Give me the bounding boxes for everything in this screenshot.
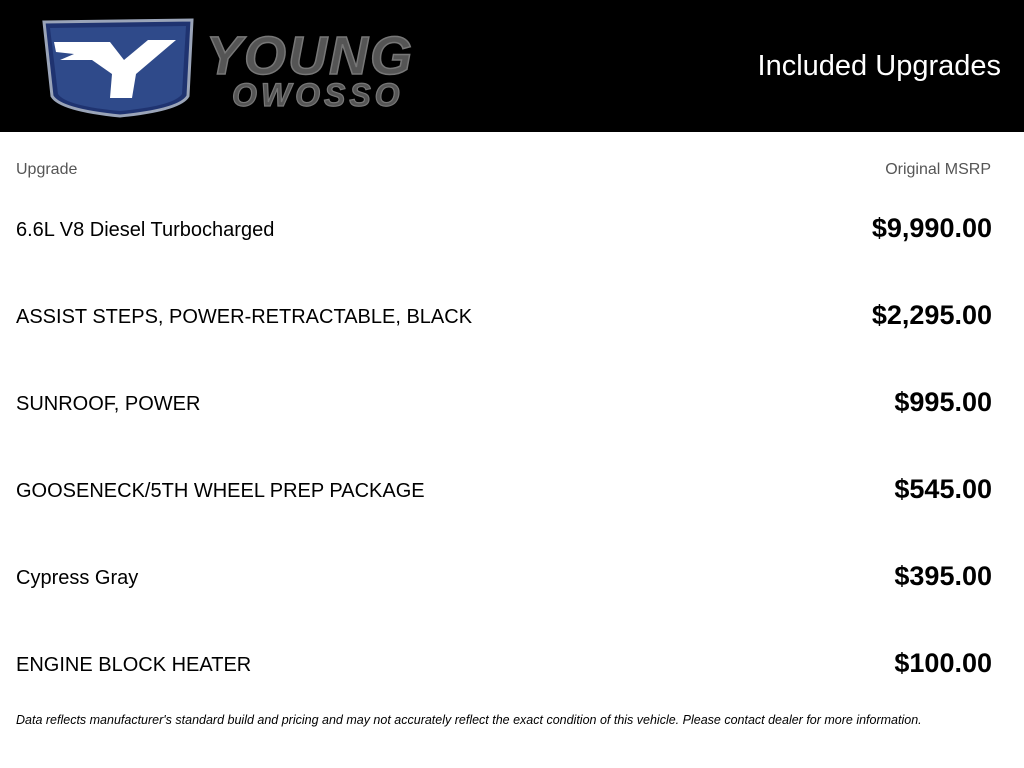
upgrade-name: ASSIST STEPS, POWER-RETRACTABLE, BLACK [16,306,473,328]
upgrade-row [16,644,992,684]
upgrade-name: ENGINE BLOCK HEATER [16,654,252,676]
disclaimer-footnote: Data reflects manufacturer's standard build and pricing and may not accurately reflect the exact condition of this vehicle. Please contact dealer for more information. [16,713,922,727]
upgrade-price: $2,295.00 [871,300,992,330]
page-title: Included Upgrades [757,50,1001,82]
upgrade-row [16,470,992,510]
upgrade-price: $9,990.00 [871,213,992,243]
upgrade-row [16,557,992,597]
upgrade-row [16,209,992,249]
young-owosso-logo [40,16,510,118]
upgrade-row [16,296,992,336]
upgrade-name: Cypress Gray [16,567,139,589]
upgrade-row [16,383,992,423]
upgrade-price: $395.00 [894,561,992,591]
upgrade-name: 6.6L V8 Diesel Turbocharged [16,219,275,241]
upgrade-price: $100.00 [894,648,992,678]
upgrade-price: $995.00 [894,387,992,417]
upgrade-name: SUNROOF, POWER [16,393,201,415]
page-header [0,0,1024,132]
upgrade-name: GOOSENECK/5TH WHEEL PREP PACKAGE [16,480,425,502]
svg-text:YOUNG: YOUNG [206,26,415,86]
msrp-column-header: Original MSRP [885,161,991,178]
svg-text:OWOSSO: OWOSSO [232,77,404,113]
upgrade-price: $545.00 [894,474,992,504]
upgrade-column-header: Upgrade [16,161,78,178]
